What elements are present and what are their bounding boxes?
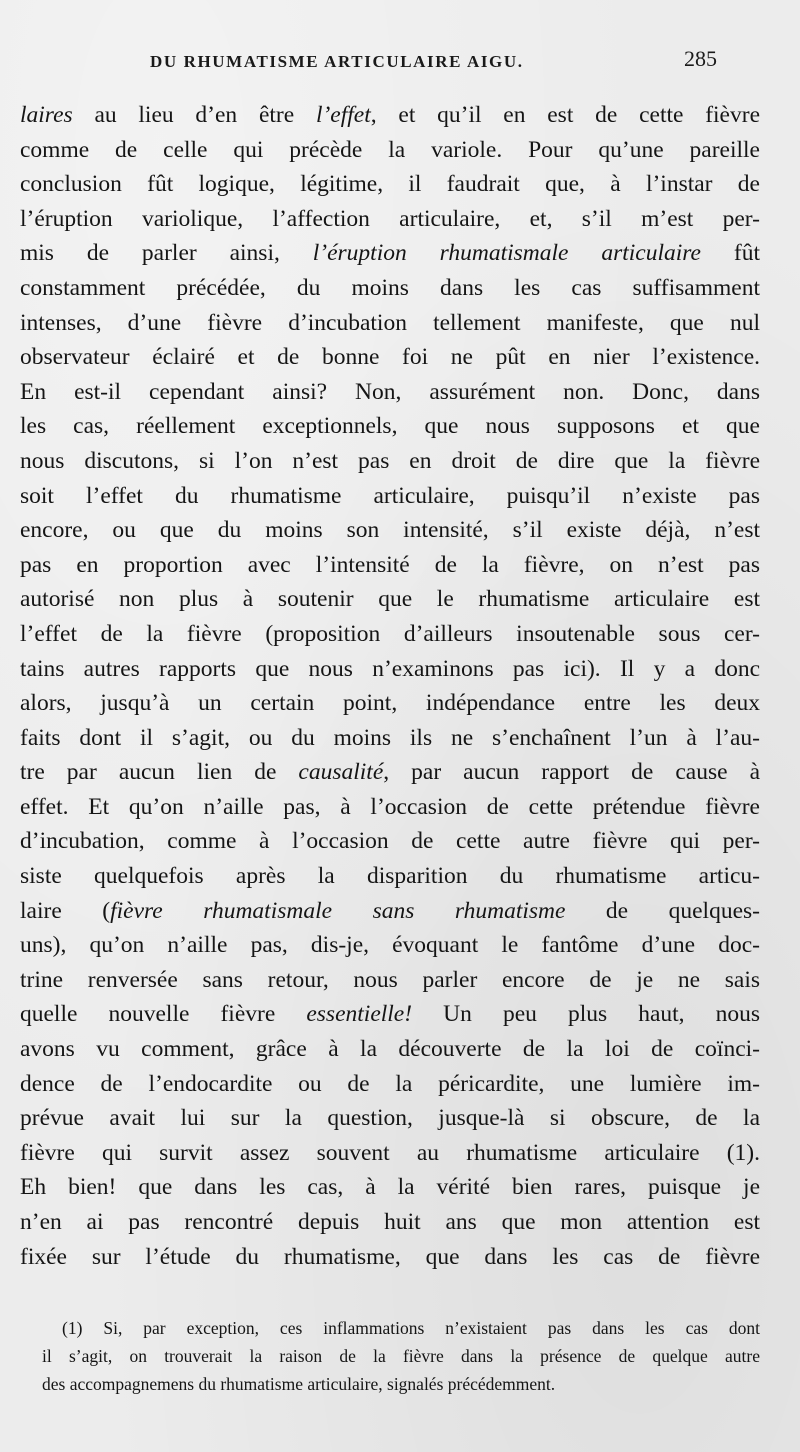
text-line: quelle nouvelle fièvre essentielle! Un peu plus haut, nous <box>20 1001 760 1028</box>
text-line: laires au lieu d’en être l’effet, et qu’il en est de cette fièvre <box>20 102 760 128</box>
running-title: DU RHUMATISME ARTICULAIRE AIGU. <box>150 52 524 71</box>
text-line: autorisé non plus à soutenir que le rhumatisme articulaire est <box>20 586 760 613</box>
text-line: uns), qu’on n’aille pas, dis-je, évoquant le fantôme d’une doc- <box>20 932 760 959</box>
text-line: siste quelquefois après la disparition du rhumatisme articu- <box>20 863 760 890</box>
text-line: faits dont il s’agit, ou du moins ils ne s’enchaînent l’un à l’au- <box>20 724 760 751</box>
footnote <box>42 1314 760 1398</box>
text-line: prévue avait lui sur la question, jusque-là si obscure, de la <box>20 1105 760 1132</box>
text-line: encore, ou que du moins son intensité, s’il existe déjà, n’est <box>20 517 760 544</box>
text-line: Eh bien! que dans les cas, à la vérité bien rares, puisque je <box>20 1174 760 1201</box>
text-line: laire (fièvre rhumatismale sans rhumatisme de quelques- <box>20 897 760 924</box>
text-line: En est-il cependant ainsi? Non, assurément non. Donc, dans <box>20 378 760 405</box>
footnote-line: il s’agit, on trouverait la raison de la fièvre dans la présence de quelque autre <box>42 1346 760 1366</box>
text-line: tains autres rapports que nous n’examinons pas ici). Il y a donc <box>20 655 760 682</box>
text-line: d’incubation, comme à l’occasion de cette autre fièvre qui per- <box>20 828 760 855</box>
text-line: effet. Et qu’on n’aille pas, à l’occasion de cette prétendue fièvre <box>20 793 760 820</box>
text-line: l’effet de la fièvre (proposition d’ailleurs insoutenable sous cer- <box>20 620 760 647</box>
text-line: fixée sur l’étude du rhumatisme, que dans les cas de fièvre <box>20 1243 760 1270</box>
running-head <box>0 46 800 78</box>
text-line: avons vu comment, grâce à la découverte de la loi de coïnci- <box>20 1036 760 1063</box>
text-line: dence de l’endocardite ou de la péricardite, une lumière im- <box>20 1070 760 1097</box>
text-line: tre par aucun lien de causalité, par aucun rapport de cause à <box>20 759 760 786</box>
text-line: pas en proportion avec l’intensité de la fièvre, on n’est pas <box>20 551 760 578</box>
footnote-line: des accompagnemens du rhumatisme articulaire, signalés précédemment. <box>42 1374 556 1394</box>
text-line: alors, jusqu’à un certain point, indépendance entre les deux <box>20 690 760 717</box>
body-text <box>20 98 760 1274</box>
text-line: comme de celle qui précède la variole. Pour qu’une pareille <box>20 136 760 163</box>
text-line: mis de parler ainsi, l’éruption rhumatismale articulaire fût <box>20 240 760 267</box>
footnote-line: (1) Si, par exception, ces inflammations n’existaient pas dans les cas dont <box>62 1318 760 1338</box>
page-number: 285 <box>684 46 717 71</box>
text-line: nous discutons, si l’on n’est pas en droit de dire que la fièvre <box>20 447 760 474</box>
text-line: conclusion fût logique, légitime, il faudrait que, à l’instar de <box>20 171 760 198</box>
text-line: constamment précédée, du moins dans les cas suffisamment <box>20 274 760 301</box>
text-line: observateur éclairé et de bonne foi ne pût en nier l’existence. <box>20 344 760 371</box>
text-line: intenses, d’une fièvre d’incubation tellement manifeste, que nul <box>20 309 760 336</box>
text-line: soit l’effet du rhumatisme articulaire, puisqu’il n’existe pas <box>20 482 760 509</box>
text-line: les cas, réellement exceptionnels, que nous supposons et que <box>20 413 760 440</box>
text-line: n’en ai pas rencontré depuis huit ans que mon attention est <box>20 1209 760 1235</box>
text-line: l’éruption variolique, l’affection articulaire, et, s’il m’est per- <box>20 205 760 232</box>
text-line: fièvre qui survit assez souvent au rhumatisme articulaire (1). <box>20 1139 760 1166</box>
text-line: trine renversée sans retour, nous parler encore de je ne sais <box>20 966 760 993</box>
